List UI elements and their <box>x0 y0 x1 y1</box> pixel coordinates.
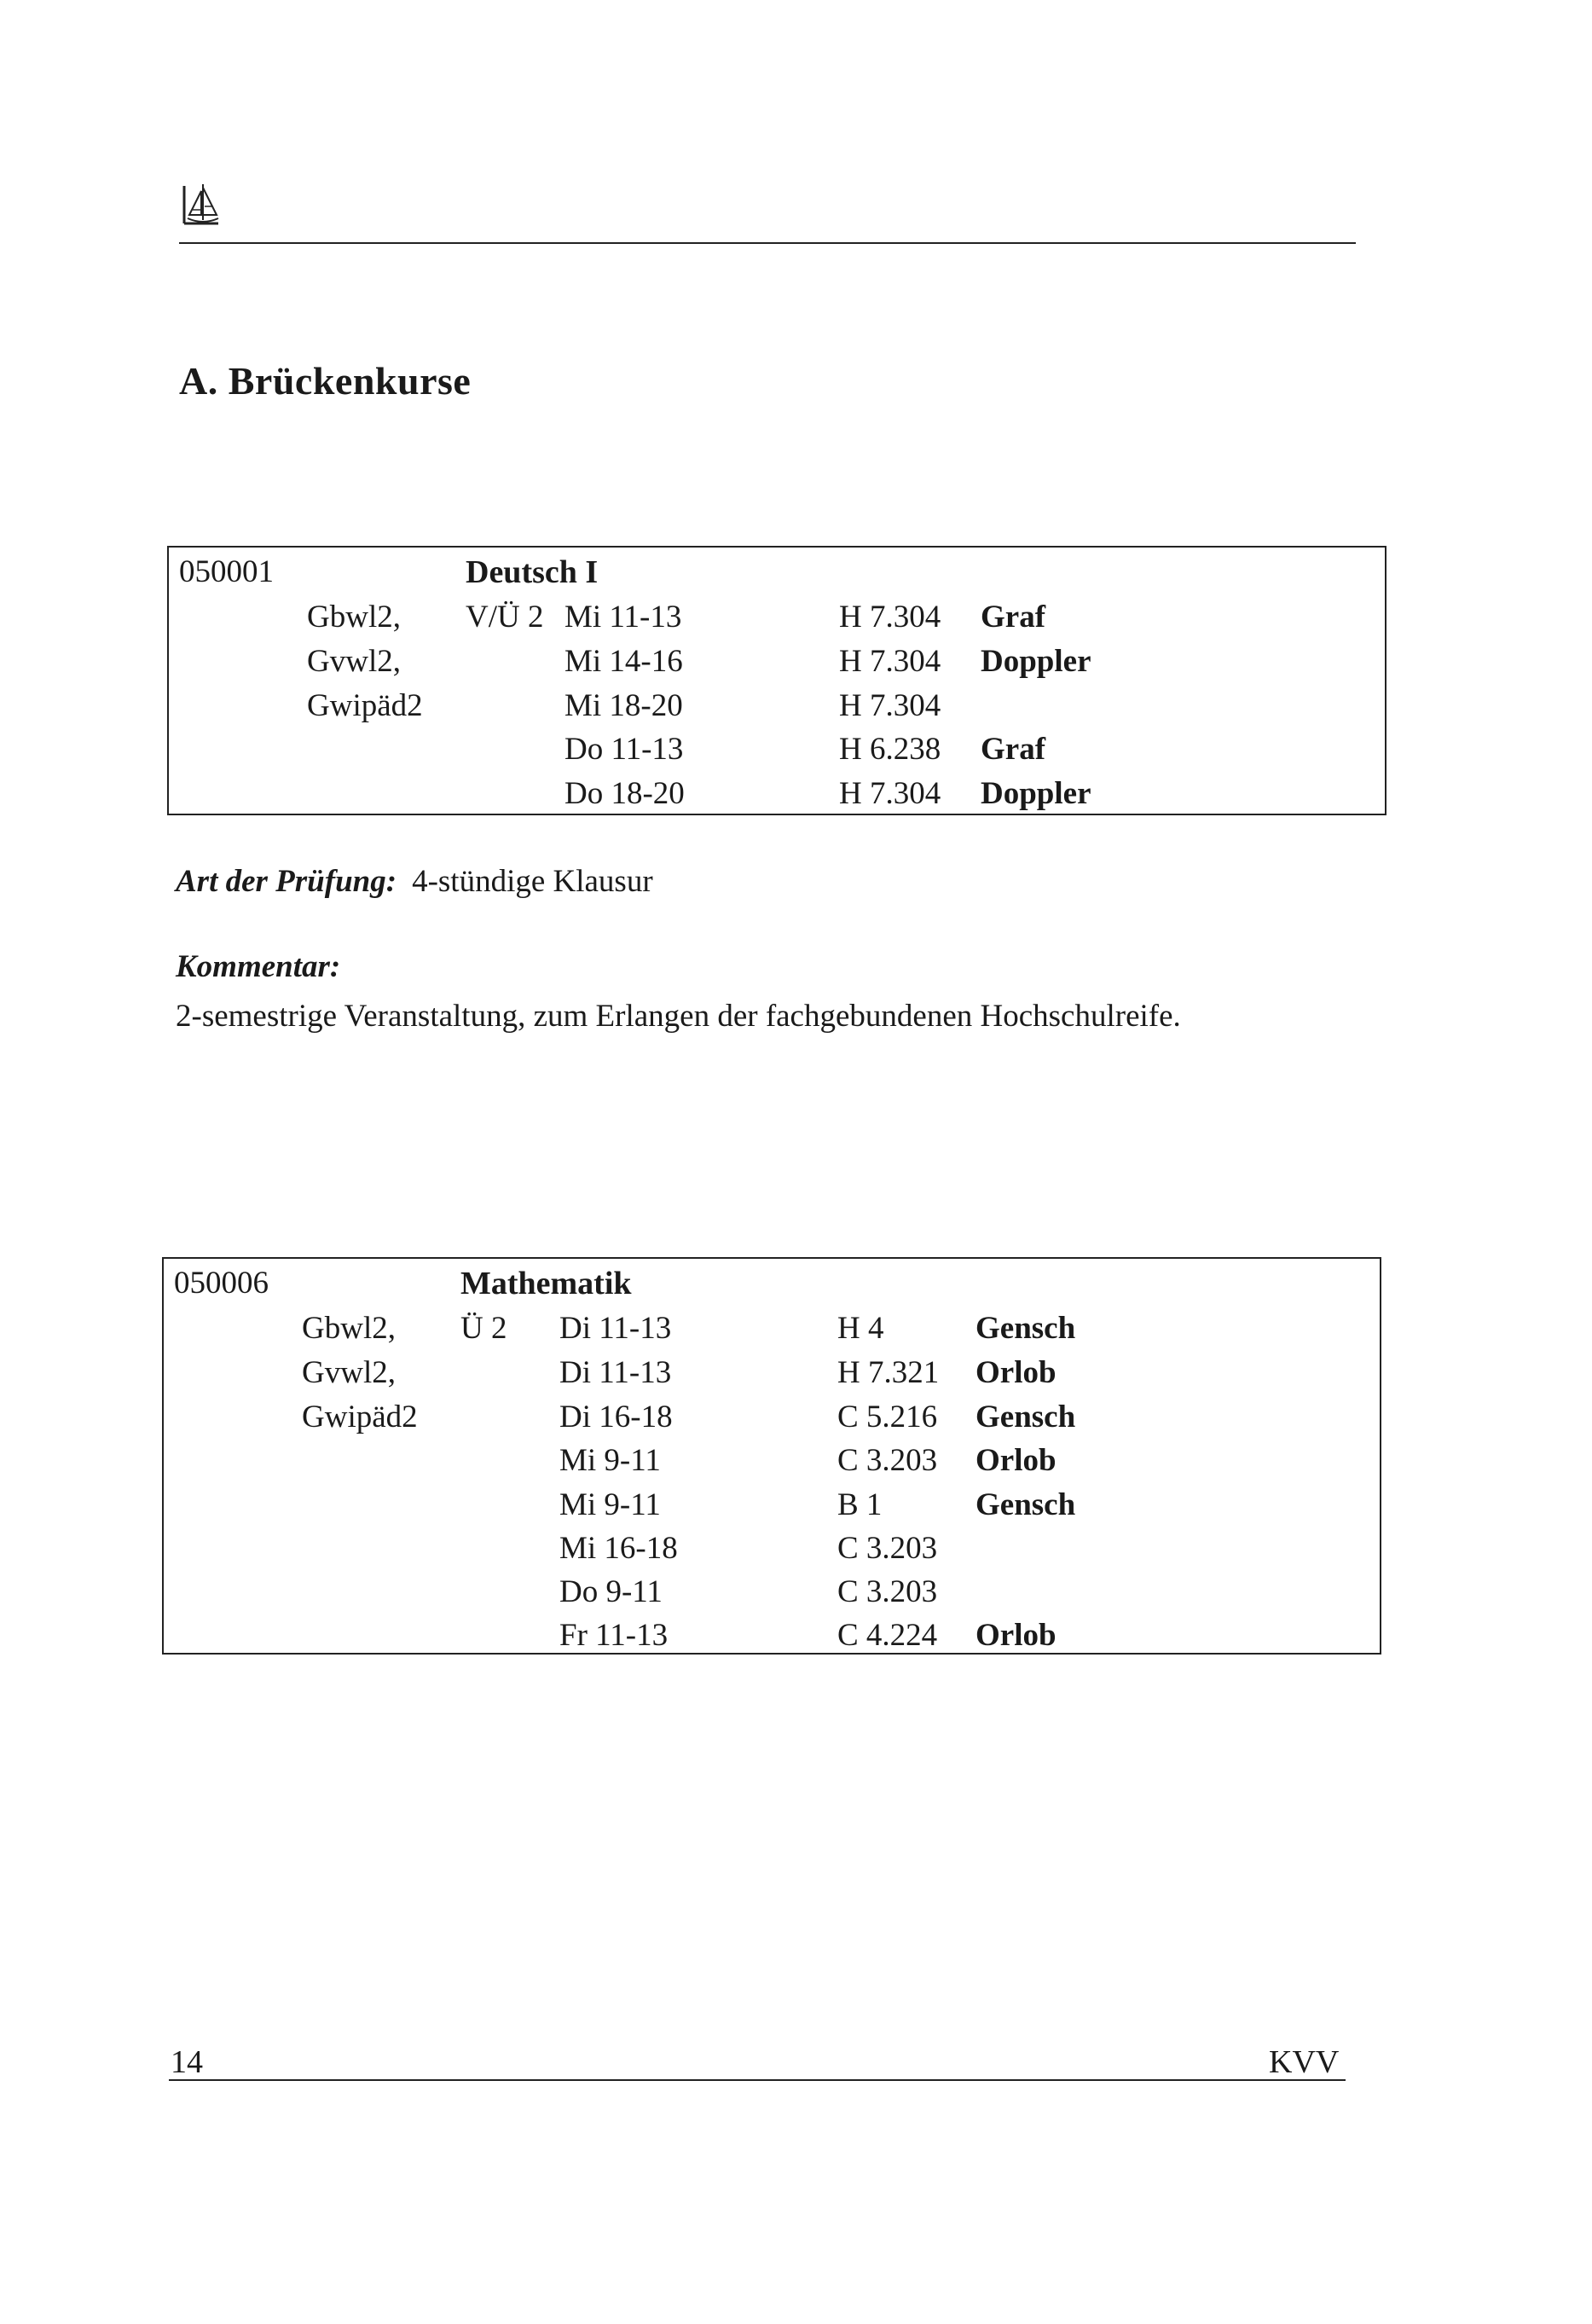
session-room: C 5.216 <box>837 1400 938 1434</box>
session-lecturer: Doppler <box>981 644 1091 679</box>
session-room: H 7.304 <box>839 776 941 811</box>
program-label: Gwipäd2 <box>307 688 423 723</box>
header-rule <box>179 242 1356 244</box>
session-lecturer: Graf <box>981 732 1046 767</box>
session-room: C 3.203 <box>837 1443 938 1478</box>
session-lecturer: Orlob <box>975 1355 1057 1390</box>
program-label: Gbwl2, <box>307 600 401 635</box>
session-time: Mi 11-13 <box>564 600 682 635</box>
exam-info <box>176 863 653 900</box>
footer-rule <box>169 2079 1346 2081</box>
program-label: Gvwl2, <box>307 644 401 679</box>
footer-label: KVV <box>1269 2044 1340 2080</box>
session-lecturer: Gensch <box>975 1400 1076 1434</box>
course-title: Mathematik <box>460 1266 632 1301</box>
session-lecturer: Orlob <box>975 1443 1057 1478</box>
session-time: Di 16-18 <box>559 1400 673 1434</box>
session-room: H 7.304 <box>839 644 941 679</box>
session-room: H 7.304 <box>839 688 941 723</box>
course-number: 050001 <box>179 554 274 589</box>
session-room: H 4 <box>837 1311 884 1346</box>
session-room: C 3.203 <box>837 1531 938 1566</box>
session-time: Di 11-13 <box>559 1355 672 1390</box>
course-box-deutsch <box>167 546 1386 815</box>
session-time: Di 11-13 <box>559 1311 672 1346</box>
exam-label: Art der Prüfung: <box>176 864 397 899</box>
program-label: Gbwl2, <box>302 1311 396 1346</box>
exam-value: 4-stündige Klausur <box>412 864 653 899</box>
session-lecturer: Orlob <box>975 1618 1057 1653</box>
session-lecturer: Gensch <box>975 1311 1076 1346</box>
session-room: C 4.224 <box>837 1618 938 1653</box>
course-type: Ü 2 <box>460 1311 507 1346</box>
comment-label: Kommentar: <box>176 949 341 984</box>
session-time: Mi 14-16 <box>564 644 683 679</box>
session-time: Do 18-20 <box>564 776 685 811</box>
course-title: Deutsch I <box>466 554 599 590</box>
program-label: Gwipäd2 <box>302 1400 418 1434</box>
section-title: A. Brückenkurse <box>179 359 472 403</box>
session-time: Mi 16-18 <box>559 1531 678 1566</box>
course-box-mathematik <box>162 1257 1381 1655</box>
session-time: Do 9-11 <box>559 1574 663 1609</box>
session-time: Mi 18-20 <box>564 688 683 723</box>
session-room: H 7.304 <box>839 600 941 635</box>
session-time: Do 11-13 <box>564 732 684 767</box>
comment-text: 2-semestrige Veranstaltung, zum Erlangen der fachgebundenen Hochschulreife. <box>176 999 1181 1034</box>
sailing-ship-icon <box>181 181 222 229</box>
session-room: B 1 <box>837 1487 883 1522</box>
program-label: Gvwl2, <box>302 1355 396 1390</box>
session-room: H 6.238 <box>839 732 941 767</box>
session-time: Mi 9-11 <box>559 1487 661 1522</box>
session-time: Fr 11-13 <box>559 1618 669 1653</box>
course-type: V/Ü 2 <box>466 600 544 635</box>
session-lecturer: Gensch <box>975 1487 1076 1522</box>
page-number: 14 <box>171 2044 203 2080</box>
session-lecturer: Graf <box>981 600 1046 635</box>
course-number: 050006 <box>174 1266 269 1301</box>
session-room: H 7.321 <box>837 1355 940 1390</box>
session-room: C 3.203 <box>837 1574 938 1609</box>
session-lecturer: Doppler <box>981 776 1091 811</box>
session-time: Mi 9-11 <box>559 1443 661 1478</box>
